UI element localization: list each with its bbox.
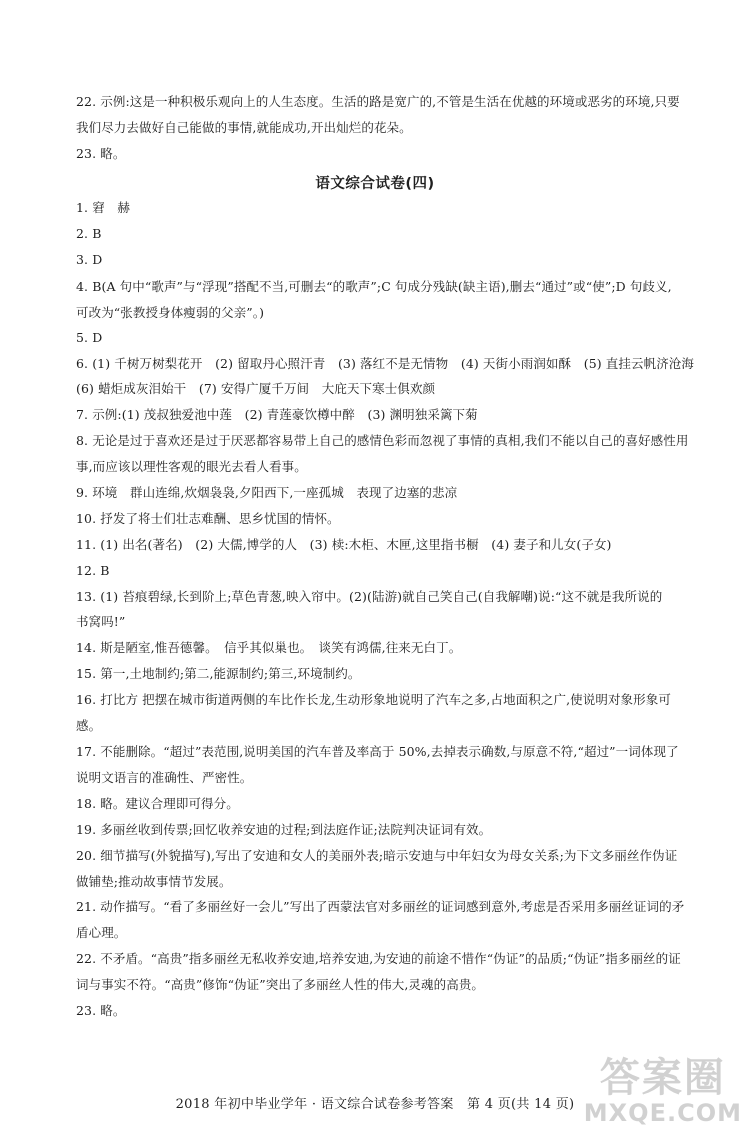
text-line: 10. 抒发了将士们壮志难酬、思乡忧国的情怀。 (76, 511, 340, 526)
text-line: 8. 无论是过于喜欢还是过于厌恶都容易带上自己的感情色彩而忽视了事情的真相,我们不能以自己的喜好感性用 (76, 433, 689, 448)
text-line: 23. 略。 (76, 1003, 126, 1018)
text-line: (6) 蜡炬成灰泪始干 (7) 安得广厦千万间 大庇天下寒士俱欢颜 (76, 381, 436, 396)
text-line: 词与事实不符。“高贵”修饰“伪证”突出了多丽丝人性的伟大,灵魂的高贵。 (76, 977, 485, 992)
watermark (584, 1056, 742, 1126)
text-line: 16. 打比方 把摆在城市街道两侧的车比作长龙,生动形象地说明了汽车之多,占地面积之广,使说明对象形象可 (76, 692, 671, 707)
text-line: 7. 示例:(1) 茂叔独爱池中莲 (2) 青莲豪饮樽中醉 (3) 渊明独采篱下菊 (76, 407, 478, 422)
text-line: 说明文语言的准确性、严密性。 (76, 770, 253, 785)
text-line: 盾心理。 (76, 925, 127, 940)
watermark-logo: 答案圈 (599, 1055, 726, 1101)
text-line: 19. 多丽丝收到传票;回忆收养安迪的过程;到法庭作证;法院判决证词有效。 (76, 822, 492, 837)
text-line: 15. 第一,土地制约;第二,能源制约;第三,环境制约。 (76, 666, 361, 681)
text-line: 3. D (76, 252, 103, 267)
text-line: 20. 细节描写(外貌描写),写出了安迪和女人的美丽外表;暗示安迪与中年妇女为母女关系;为下文多丽丝作伪证 (76, 848, 678, 863)
section-title: 语文综合试卷(四) (315, 176, 435, 192)
text-line: 18. 略。建议合理即可得分。 (76, 796, 239, 811)
text-line: 21. 动作描写。“看了多丽丝好一会儿”写出了西蒙法官对多丽丝的证词感到意外,考虑是否采用多丽丝证词的矛 (76, 899, 685, 914)
text-line: 我们尽力去做好自己能做的事情,就能成功,开出灿烂的花朵。 (76, 120, 412, 135)
text-line: 22. 不矛盾。“高贵”指多丽丝无私收养安迪,培养安迪,为安迪的前途不惜作“伪证”的品质;“伪证”指多丽丝的证 (76, 951, 681, 966)
text-line: 6. (1) 千树万树梨花开 (2) 留取丹心照汗青 (3) 落红不是无情物 (4) 天街小雨润如酥 (5) 直挂云帆济沧海 (76, 356, 694, 371)
page-footer: 2018 年初中毕业学年 · 语文综合试卷参考答案 第 4 页(共 14 页) (175, 1097, 575, 1112)
watermark-url: MXQE.COM (583, 1099, 742, 1127)
text-line: 17. 不能删除。“超过”表范围,说明美国的汽车普及率高于 50%,去掉表示确数,与原意不符,“超过”一词体现了 (76, 744, 679, 759)
text-line: 4. B(A 句中“歌声”与“浮现”搭配不当,可删去“的歌声”;C 句成分残缺(缺主语),删去“通过”或“使”;D 句歧义, (76, 279, 672, 294)
text-line: 11. (1) 出名(著名) (2) 大儒,博学的人 (3) 椟:木柜、木匣,这里指书橱 (4) 妻子和儿女(子女) (76, 537, 612, 552)
text-line: 事,而应该以理性客观的眼光去看人看事。 (76, 459, 307, 474)
text-line: 2. B (76, 226, 102, 241)
text-line: 13. (1) 苔痕碧绿,长到阶上;草色青葱,映入帘中。(2)(陆游)就自己笑自己(自我解嘲)说:“这不就是我所说的 (76, 589, 663, 604)
text-line: 可改为“张教授身体瘦弱的父亲”。) (76, 305, 265, 320)
text-line: 做铺垫;推动故事情节发展。 (76, 874, 232, 889)
text-line: 5. D (76, 330, 103, 345)
text-line: 22. 示例:这是一种积极乐观向上的人生态度。生活的路是宽广的,不管是生活在优越的环境或恶劣的环境,只要 (76, 94, 680, 109)
text-line: 感。 (76, 718, 102, 733)
text-line: 1. 窘 赫 (76, 200, 130, 215)
text-line: 9. 环境 群山连绵,炊烟袅袅,夕阳西下,一座孤城 表现了边塞的悲凉 (76, 485, 458, 500)
text-line: 12. B (76, 563, 110, 578)
text-line: 书窝吗!” (76, 614, 126, 629)
text-line: 14. 斯是陋室,惟吾德馨。 信乎其似巢也。 谈笑有鸿儒,往来无白丁。 (76, 640, 462, 655)
text-line: 23. 略。 (76, 146, 126, 161)
